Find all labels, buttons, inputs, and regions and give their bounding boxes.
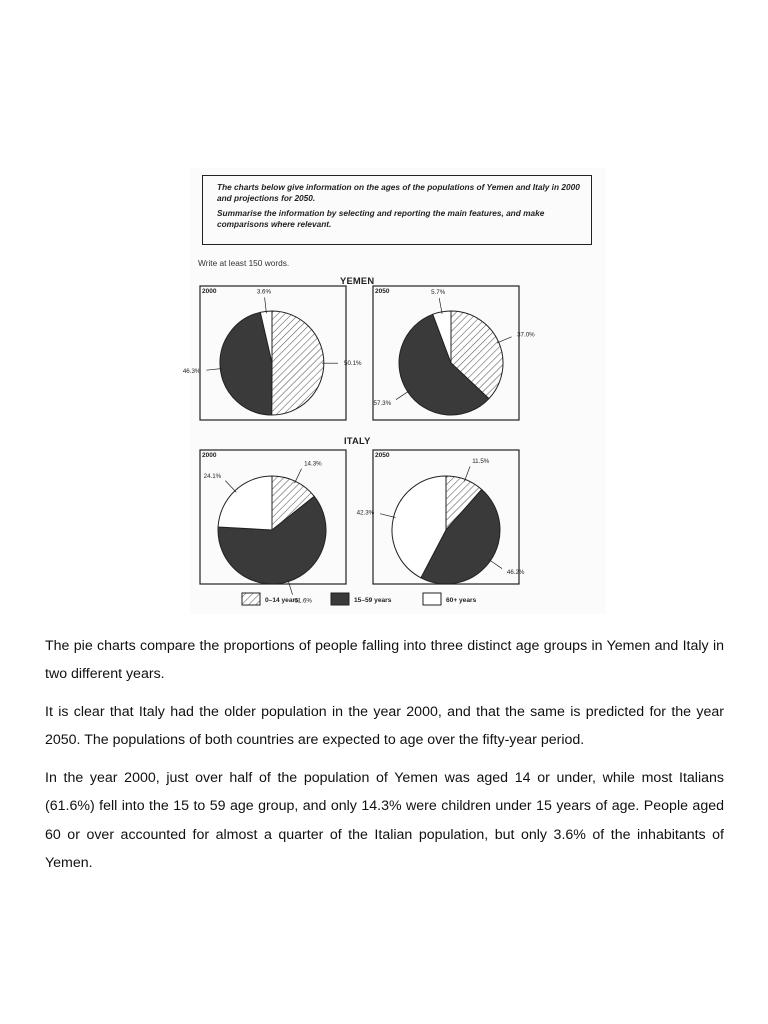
pie-charts [182,168,606,614]
pie-chart-italy-2050 [357,450,525,584]
slice-value-label: 5.7% [431,289,446,297]
pie-chart-italy-2000 [200,450,346,605]
slice-value-label: 50.1% [344,360,362,368]
paragraph-3: In the year 2000, just over half of the population of Yemen was aged 14 or under, while most Italians (61.6%) fell into the 15 to 59 age group, and only 14.3% were children under 15 years of age. People aged 60 or over accounted for almost a quarter of the Italian population, but only 3.6% of the inhabitants of Yemen. [45,770,724,871]
chart-year-label: 2050 [375,288,390,295]
label-leader-line [464,466,470,481]
pie-chart-yemen-2000 [183,286,362,420]
legend-swatch [331,593,349,605]
label-leader-line [497,337,512,343]
legend-label: 0–14 years [265,597,299,604]
label-leader-line [295,469,302,484]
slice-value-label: 46.2% [506,569,525,576]
label-leader-line [225,481,236,493]
legend-swatch [242,593,260,605]
slice-value-label: 11.5% [472,457,490,465]
slice-value-label: 24.1% [203,473,222,481]
chart-year-label: 2000 [202,288,217,295]
yemen-heading: YEMEN [340,275,375,286]
slice-value-label: 42.3% [356,509,375,517]
slice-value-label: 3.6% [256,288,271,296]
word-count-instruction: Write at least 150 words. [198,258,290,268]
pie-slice-age-60-plus [218,476,272,530]
label-leader-line [380,514,396,518]
task-prompt-line1: The charts below give information on the ages of the populations of Yemen and Italy in 2000 and projections for 2050. [217,182,580,203]
italy-heading: ITALY [344,435,371,446]
pie-chart-yemen-2050 [373,286,535,420]
legend-label: 15–59 years [354,597,392,604]
label-leader-line [396,391,409,400]
label-leader-line [439,298,442,314]
label-leader-line [489,560,502,569]
paragraph-2: It is clear that Italy had the older population in the year 2000, and that the same is predicted for the year 2050. The populations of both countries are expected to age over the fifty-year period. [45,704,724,749]
slice-value-label: 37.0% [517,331,535,339]
legend [242,593,477,605]
legend-label: 60+ years [446,597,477,604]
slice-value-label: 61.6% [294,597,312,605]
pie-slice-age-0-14 [272,311,324,415]
label-leader-line [288,580,293,595]
paragraph-1: The pie charts compare the proportions of people falling into three distinct age groups in Yemen and Italy in two different years. [45,638,724,683]
chart-year-label: 2000 [202,452,217,459]
slice-value-label: 46.3% [182,367,201,375]
task-figure [182,168,606,614]
slice-value-label: 57.3% [373,399,392,407]
legend-swatch [423,593,441,605]
chart-year-label: 2050 [375,452,390,459]
task-prompt-line2: Summarise the information by selecting and reporting the main features, and make comparisons where relevant. [217,208,545,229]
slice-value-label: 14.3% [304,460,322,468]
